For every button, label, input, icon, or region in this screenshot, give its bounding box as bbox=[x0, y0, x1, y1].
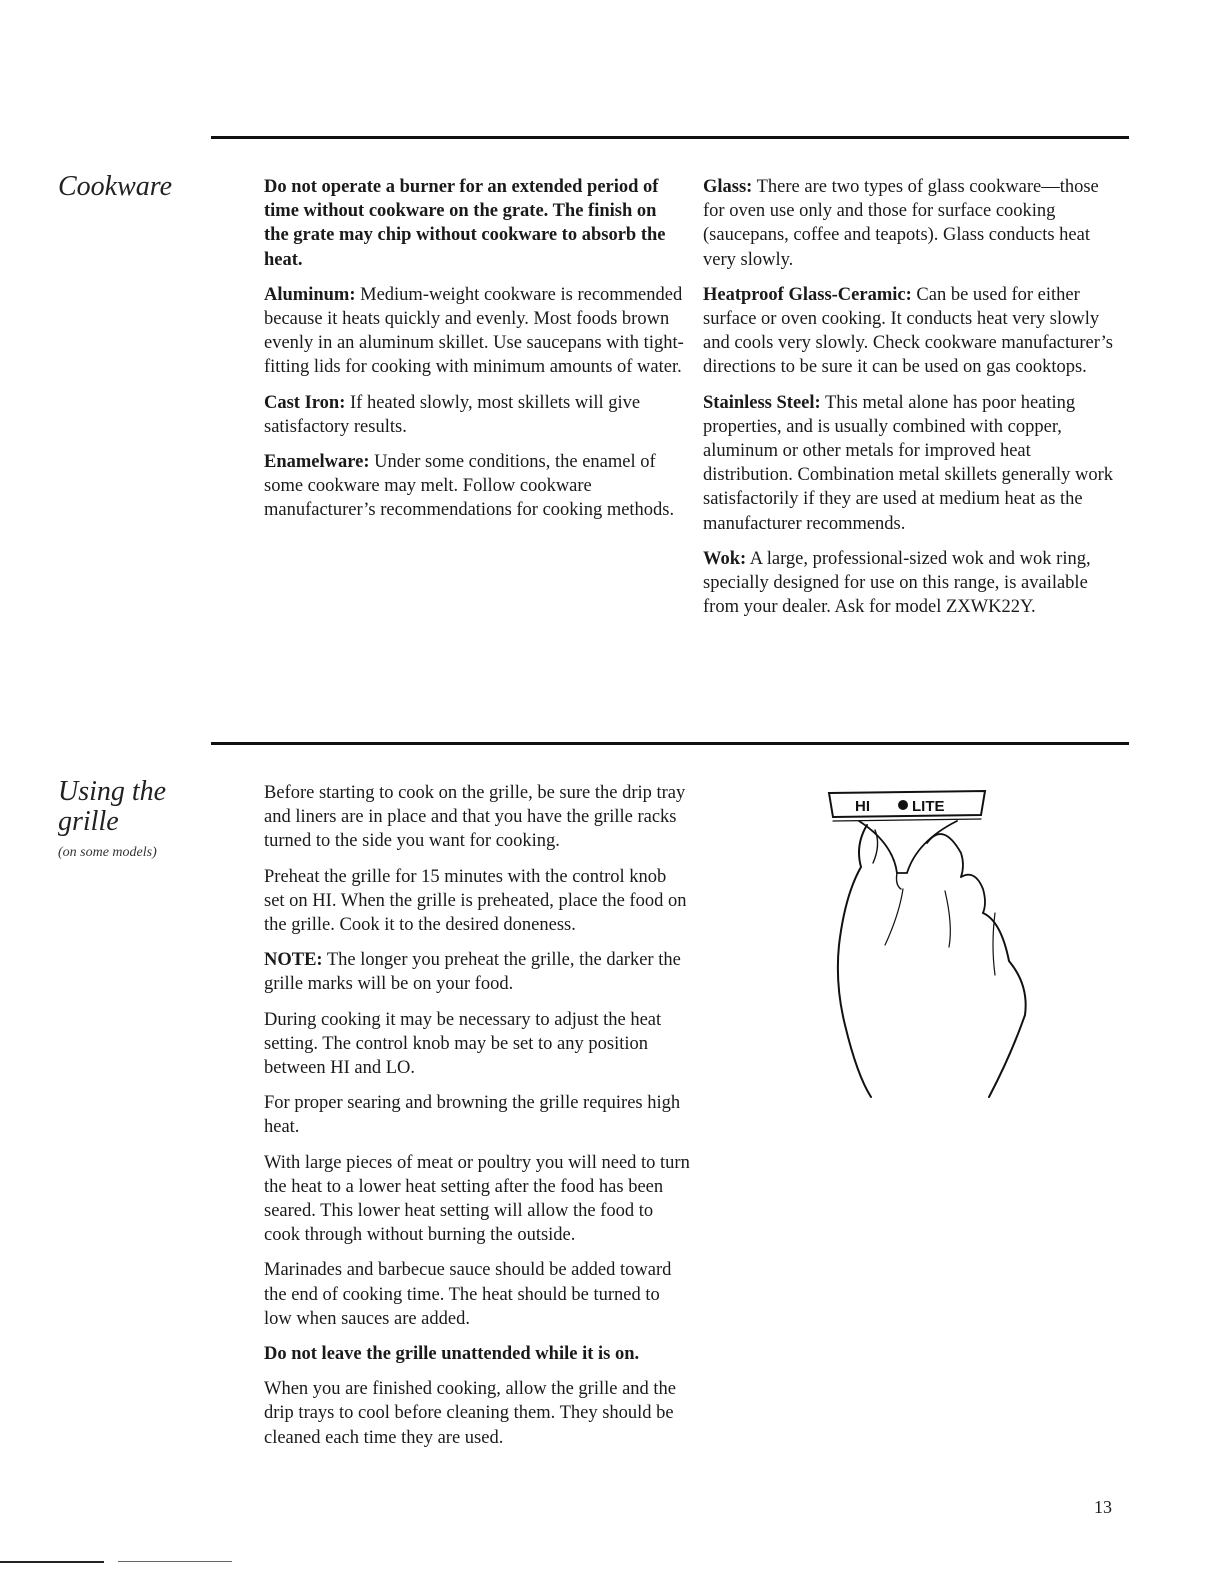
cookware-heading: Cookware bbox=[58, 171, 173, 202]
finger-index bbox=[927, 834, 963, 877]
grille-paragraph: Preheat the grille for 15 minutes with the control knob set on HI. When the grille is preheated, place the food on the grille. Cook it to the desired doneness. bbox=[264, 866, 687, 936]
grille-subtitle: (on some models) bbox=[58, 845, 157, 860]
cookware-item-wok: Wok: A large, professional-sized wok and wok ring, specially designed for use on this range, is available from your dealer. Ask for model ZXWK22Y. bbox=[703, 548, 1091, 618]
grille-paragraph: For proper searing and browning the grille requires high heat. bbox=[264, 1093, 681, 1138]
grate-warning: Do not operate a burner for an extended period of time without cookware on the grate. The finish on the grate may chip without cookware to absorb the heat. bbox=[264, 177, 666, 270]
footer-rule-faint bbox=[118, 1561, 232, 1562]
cookware-item-enamelware: Enamelware: Under some conditions, the enamel of some cookware may melt. Follow cookware manufacturer’s recommendations for cooking methods. bbox=[264, 452, 675, 521]
grille-paragraph: With large pieces of meat or poultry you will need to turn the heat to a lower heat setting after the food has been seared. This lower heat setting will allow the food to cook through without burning the outside. bbox=[264, 1152, 690, 1246]
cookware-item-glass: Glass: There are two types of glass cookware—those for oven use only and those for surface cooking (saucepans, coffee and teapots). Glass conducts heat very slowly. bbox=[703, 177, 1099, 270]
cookware-column-left bbox=[264, 175, 684, 534]
grille-paragraph: When you are finished cooking, allow the grille and the drip trays to cool before cleaning them. They should be cleaned each time they are used. bbox=[264, 1379, 677, 1448]
finger-middle bbox=[961, 875, 985, 913]
section-divider-top bbox=[211, 136, 1129, 139]
grille-column bbox=[264, 781, 690, 1461]
grille-paragraph: Marinades and barbecue sauce should be added toward the end of cooking time. The heat should be turned to low when sauces are added. bbox=[264, 1260, 672, 1329]
knob-hi-label: HI bbox=[855, 798, 870, 815]
cookware-item-glass-ceramic: Heatproof Glass-Ceramic: Can be used for either surface or oven cooking. It conducts heat very slowly and cools very slowly. Check cookware manufacturer’s directions to be sure it can be used on gas cooktops. bbox=[703, 284, 1113, 378]
grille-paragraph: During cooking it may be necessary to adjust the heat setting. The control knob may be set to any position between HI and LO. bbox=[264, 1009, 662, 1079]
finger-left bbox=[873, 830, 878, 863]
knob-indicator-dot bbox=[898, 800, 908, 810]
knuckle-line bbox=[945, 891, 950, 947]
grille-heading: Using the grille bbox=[58, 776, 167, 837]
hand-right-edge bbox=[983, 913, 1026, 1097]
knob-plate-edge bbox=[833, 819, 981, 821]
grille-paragraph: Before starting to cook on the grille, be sure the drip tray and liners are in place and that you have the grille racks turned to the side you want for cooking. bbox=[264, 783, 686, 852]
cookware-item-cast-iron: Cast Iron: If heated slowly, most skillets will give satisfactory results. bbox=[264, 392, 641, 437]
knob-hand-illustration bbox=[815, 785, 1045, 1105]
page-number: 13 bbox=[1094, 1497, 1112, 1517]
thumb-crease bbox=[885, 889, 903, 945]
cookware-item-aluminum: Aluminum: Medium-weight cookware is recommended because it heats quickly and evenly. Most foods brown evenly in an aluminum skillet. Use saucepans with tight-fitting lids for cooking with minimum amounts of water. bbox=[264, 284, 684, 378]
grille-warning: Do not leave the grille unattended while it is on. bbox=[264, 1344, 640, 1365]
knob-stem bbox=[859, 821, 957, 873]
knob-base bbox=[897, 873, 902, 889]
cookware-item-stainless-steel: Stainless Steel: This metal alone has poor heating properties, and is usually combined with copper, aluminum or other metals for improved heat distribution. Combination metal skillets generally work satisfactorily if they are used at medium heat as the manufacturer recommends. bbox=[703, 392, 1114, 534]
grille-note: NOTE: The longer you preheat the grille, the darker the grille marks will be on your food. bbox=[264, 950, 681, 995]
section-divider-grille bbox=[211, 742, 1129, 745]
hand-left-edge bbox=[838, 825, 871, 1097]
footer-rule bbox=[0, 1561, 104, 1563]
cookware-column-right bbox=[703, 175, 1117, 630]
knob-lite-label: LITE bbox=[912, 798, 945, 815]
